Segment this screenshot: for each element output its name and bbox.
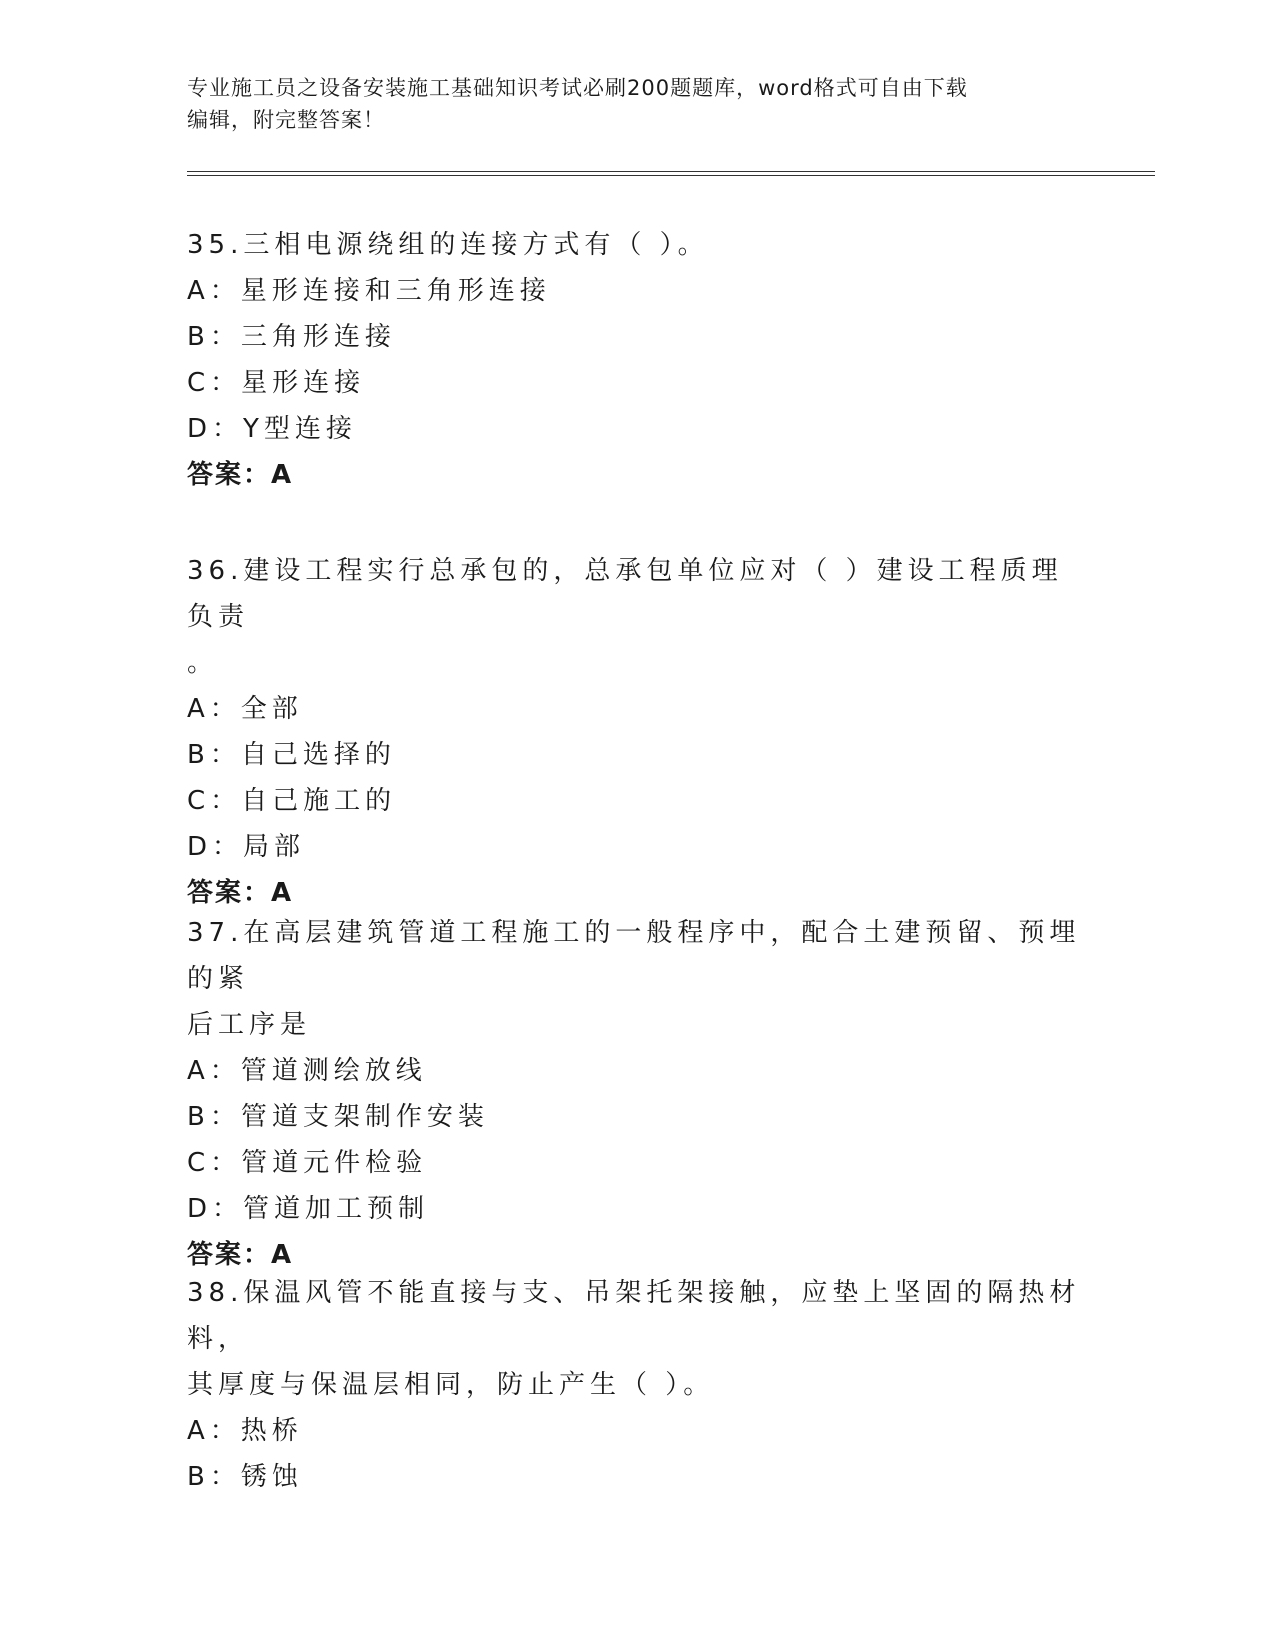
document-header <box>187 72 1067 136</box>
question-stem: 37.在高层建筑管道工程施工的一般程序中，配合土建预留、预埋的紧 <box>187 918 1081 994</box>
option-a: A：全部 <box>187 694 303 724</box>
option-a: A：管道测绘放线 <box>187 1056 427 1086</box>
option-c: C：星形连接 <box>187 368 366 398</box>
question-stem: 38.保温风管不能直接与支、吊架托架接触，应垫上坚固的隔热材料， <box>187 1278 1081 1354</box>
question-stem: 36.建设工程实行总承包的，总承包单位应对（ ）建设工程质理负责 <box>187 556 1063 632</box>
option-b: B：三角形连接 <box>187 322 396 352</box>
option-d: D：管道加工预制 <box>187 1194 430 1224</box>
header-line-1: 专业施工员之设备安装施工基础知识考试必刷200题题库，word格式可自由下载 <box>187 76 968 100</box>
header-divider-top <box>187 171 1155 172</box>
option-c: C：自己施工的 <box>187 786 397 816</box>
answer: 答案：A <box>187 1240 294 1270</box>
question-38 <box>187 1270 1087 1500</box>
header-line-2: 编辑，附完整答案！ <box>187 108 385 132</box>
question-stem-continued: 其厚度与保温层相同，防止产生（ ）。 <box>187 1370 715 1400</box>
option-b: B：锈蚀 <box>187 1462 303 1492</box>
header-divider-bottom <box>187 175 1155 176</box>
answer: 答案：A <box>187 878 294 908</box>
option-b: B：管道支架制作安装 <box>187 1102 489 1132</box>
option-a: A：星形连接和三角形连接 <box>187 276 551 306</box>
option-d: D：Y型连接 <box>187 414 357 444</box>
question-stem: 35.三相电源绕组的连接方式有（ ）。 <box>187 230 709 260</box>
question-35 <box>187 222 1087 498</box>
answer: 答案：A <box>187 460 294 490</box>
question-stem-continued: 。 <box>187 648 219 678</box>
question-stem-continued: 后工序是 <box>187 1010 312 1040</box>
option-a: A：热桥 <box>187 1416 303 1446</box>
option-b: B：自己选择的 <box>187 740 396 770</box>
option-d: D：局部 <box>187 832 306 862</box>
question-36 <box>187 548 1087 916</box>
option-c: C：管道元件检验 <box>187 1148 428 1178</box>
question-37 <box>187 910 1087 1278</box>
